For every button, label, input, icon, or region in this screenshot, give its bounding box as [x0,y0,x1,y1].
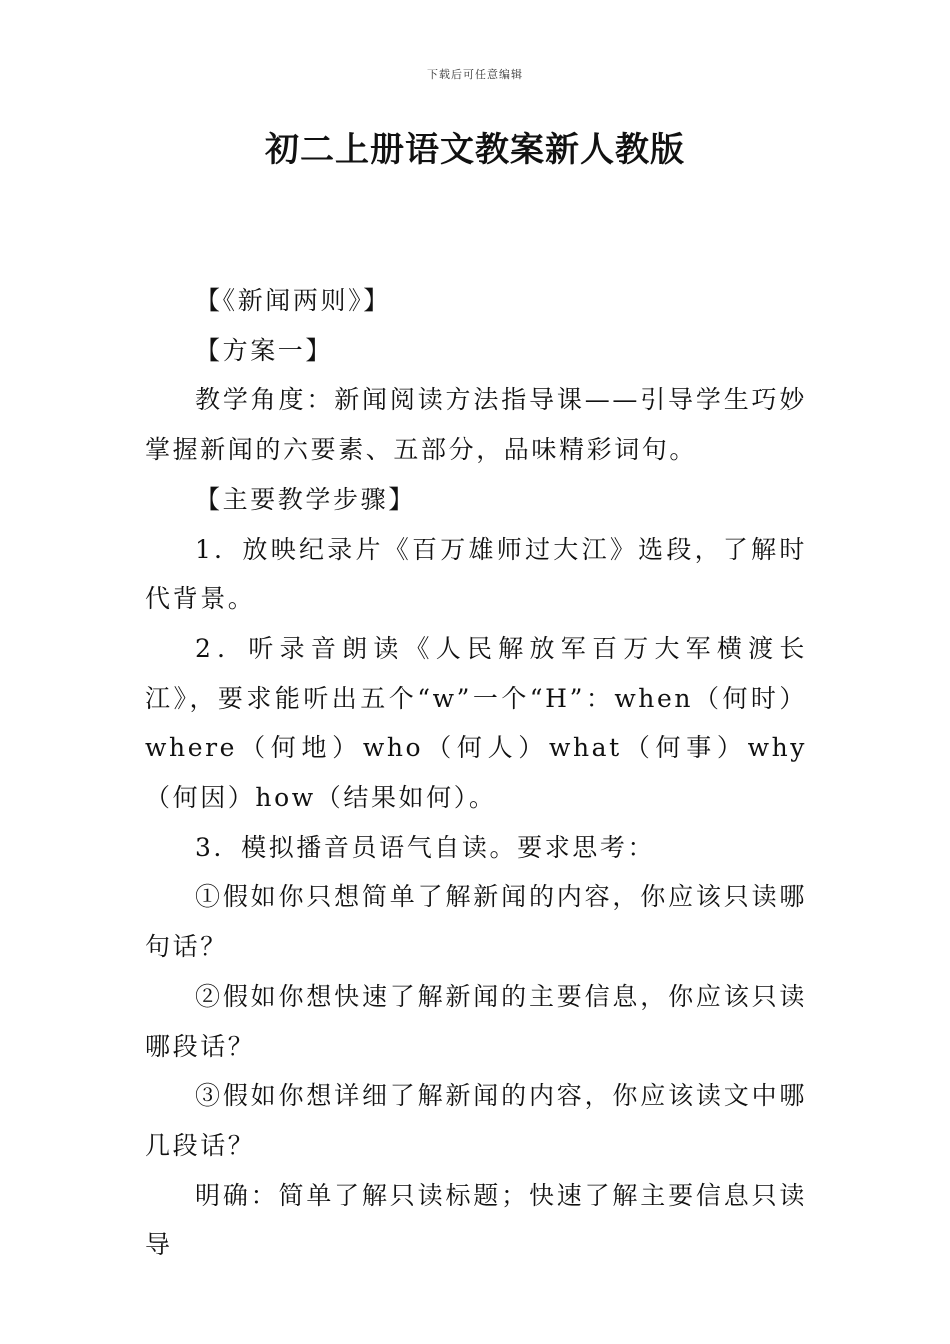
question-3-paragraph: ③假如你想详细了解新闻的内容，你应该读文中哪几段话？ [145,1081,807,1160]
section-heading-plan-one: 【方案一】 [195,335,334,365]
step-2-paragraph: 2．听录音朗读《人民解放军百万大军横渡长江》，要求能听出五个“w”一个“H”：when（何时）where（何地）who（何人）what（何事）why（何因）how（结果如何）。 [145,633,807,813]
teaching-angle-paragraph: 教学角度：新闻阅读方法指导课——引导学生巧妙掌握新闻的六要素、五部分，品味精彩词句。 [145,385,807,465]
document-body [145,276,807,1270]
step-3-paragraph: 3．模拟播音员语气自读。要求思考： [195,832,656,862]
document-title: 初二上册语文教案新人教版 [265,130,685,170]
question-2-paragraph: ②假如你想快速了解新闻的主要信息，你应该只读哪段话？ [145,981,807,1061]
section-heading-main-steps: 【主要教学步骤】 [195,484,416,514]
question-1-paragraph: ①假如你只想简单了解新闻的内容，你应该只读哪句话？ [145,882,807,962]
section-heading-news: 【《新闻两则》】 [195,286,391,315]
step-1-paragraph: 1．放映纪录片《百万雄师过大江》选段，了解时代背景。 [145,534,807,614]
header-note: 下载后可任意编辑 [427,68,523,81]
clarification-paragraph: 明确：简单了解只读标题；快速了解主要信息只读导 [145,1180,807,1260]
